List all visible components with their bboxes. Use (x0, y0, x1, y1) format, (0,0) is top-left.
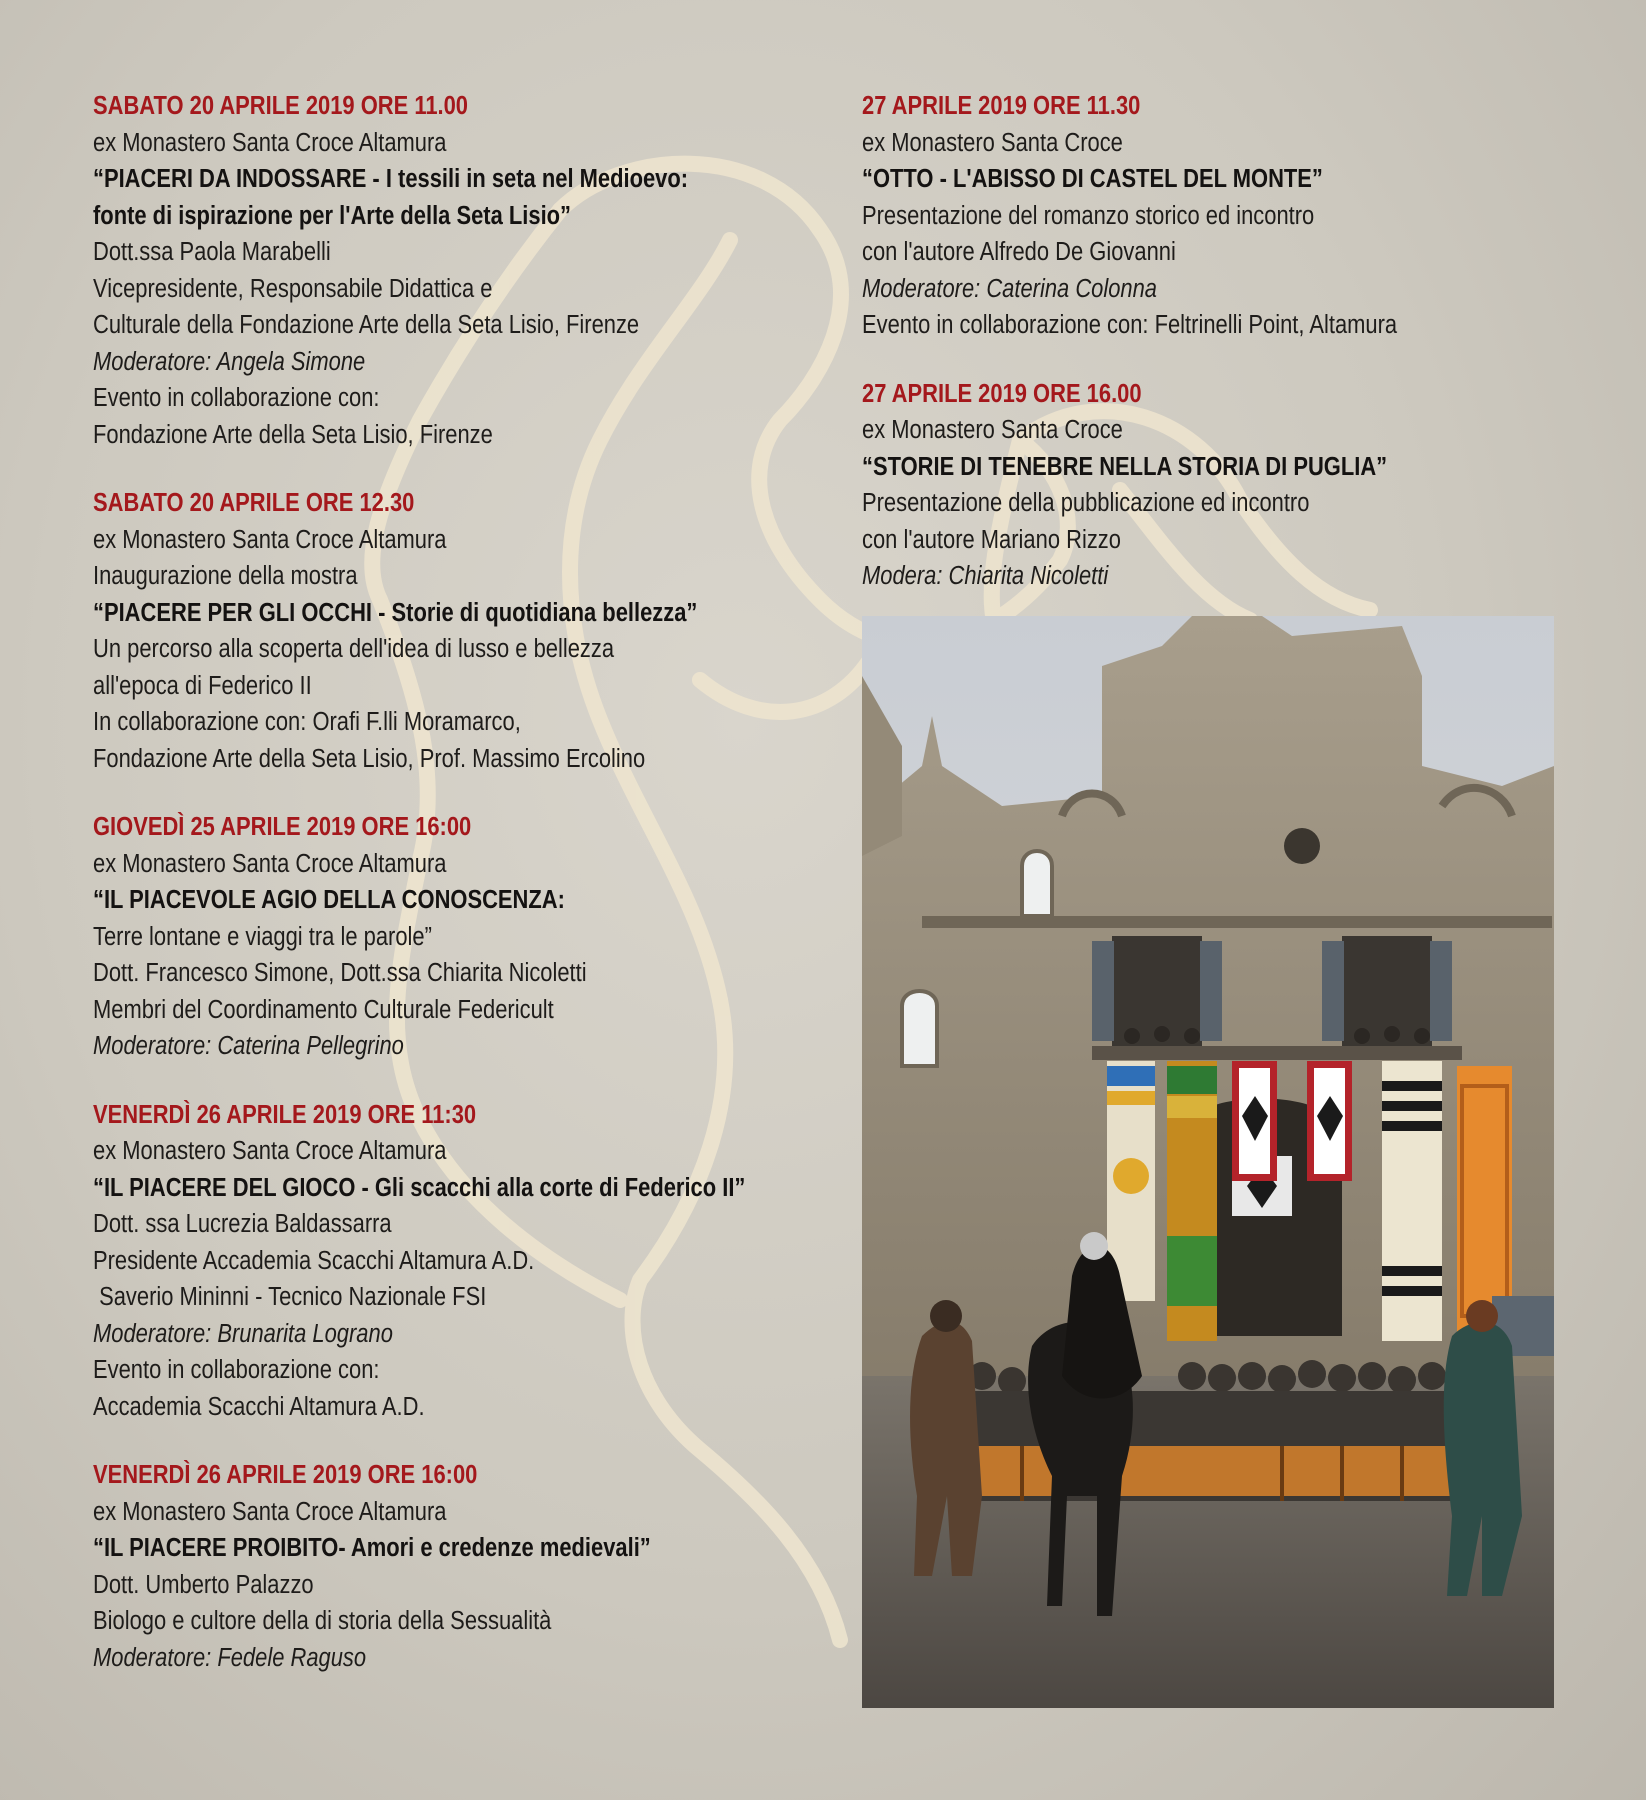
event-title: “IL PIACERE PROIBITO- Amori e credenze medievali” (93, 1534, 651, 1562)
event-moderator: Moderatore: Caterina Pellegrino (93, 1032, 404, 1060)
event-title: fonte di ispirazione per l'Arte della Seta Lisio” (93, 201, 572, 230)
event-7 (862, 376, 1582, 595)
event-3 (93, 809, 853, 1065)
event-moderator: Moderatore: Angela Simone (93, 347, 366, 376)
event-detail: Presentazione della pubblicazione ed incontro (862, 489, 1310, 517)
event-moderator: Moderatore: Caterina Colonna (862, 274, 1158, 303)
event-detail: Fondazione Arte della Seta Lisio, Prof. Massimo Ercolino (93, 744, 646, 773)
event-4 (93, 1097, 853, 1426)
event-speaker: Dott. Umberto Palazzo (93, 1570, 314, 1599)
event-detail: con l'autore Alfredo De Giovanni (862, 238, 1176, 266)
event-moderator: Moderatore: Brunarita Lograno (93, 1319, 393, 1348)
event-title: “OTTO - L'ABISSO DI CASTEL DEL MONTE” (862, 165, 1323, 193)
event-detail: Presidente Accademia Scacchi Altamura A.D. (93, 1246, 535, 1275)
right-events-column (862, 88, 1582, 627)
event-2 (93, 485, 853, 777)
event-date: VENERDÌ 26 APRILE 2019 ORE 11:30 (93, 1100, 477, 1129)
event-detail: Biologo e cultore della di storia della Sessualità (93, 1607, 552, 1635)
event-place: ex Monastero Santa Croce Altamura (93, 1137, 447, 1165)
event-title: “PIACERE PER GLI OCCHI - Storie di quotidiana bellezza” (93, 598, 698, 627)
event-detail: Saverio Mininni - Tecnico Nazionale FSI (93, 1283, 487, 1311)
event-1 (93, 88, 853, 453)
event-place: ex Monastero Santa Croce Altamura (93, 849, 447, 878)
event-detail: Culturale della Fondazione Arte della Seta Lisio, Firenze (93, 311, 640, 339)
event-date: SABATO 20 APRILE 2019 ORE 11.00 (93, 92, 469, 120)
event-date: 27 APRILE 2019 ORE 16.00 (862, 379, 1142, 408)
event-date: SABATO 20 APRILE ORE 12.30 (93, 489, 415, 517)
event-speaker: Dott.ssa Paola Marabelli (93, 238, 331, 266)
event-detail: con l'autore Mariano Rizzo (862, 525, 1121, 554)
event-place: ex Monastero Santa Croce (862, 128, 1123, 157)
event-date: VENERDÌ 26 APRILE 2019 ORE 16:00 (93, 1461, 478, 1489)
event-intro: Inaugurazione della mostra (93, 562, 358, 590)
event-collaboration: Evento in collaborazione con: (93, 1356, 380, 1384)
event-speaker: Dott. Francesco Simone, Dott.ssa Chiarita Nicoletti (93, 959, 587, 987)
event-title: “IL PIACERE DEL GIOCO - Gli scacchi alla corte di Federico II” (93, 1173, 746, 1202)
event-detail: In collaborazione con: Orafi F.lli Moramarco, (93, 708, 521, 736)
event-collaboration: Evento in collaborazione con: (93, 384, 380, 412)
event-place: ex Monastero Santa Croce Altamura (93, 525, 447, 554)
monastery-parade-illustration (862, 616, 1554, 1708)
event-place: ex Monastero Santa Croce Altamura (93, 128, 447, 157)
left-events-column (93, 88, 853, 1708)
event-moderator: Moderatore: Fedele Raguso (93, 1643, 367, 1672)
event-collaboration: Fondazione Arte della Seta Lisio, Firenze (93, 420, 493, 449)
event-detail: Terre lontane e viaggi tra le parole” (93, 922, 432, 951)
event-detail: all'epoca di Federico II (93, 671, 312, 700)
event-title: “STORIE DI TENEBRE NELLA STORIA DI PUGLIA” (862, 452, 1388, 481)
event-5 (93, 1457, 853, 1676)
event-detail: Un percorso alla scoperta dell'idea di lusso e bellezza (93, 635, 615, 663)
event-title: “PIACERI DA INDOSSARE - I tessili in seta nel Medioevo: (93, 165, 689, 193)
event-place: ex Monastero Santa Croce Altamura (93, 1497, 447, 1526)
event-6 (862, 88, 1582, 344)
event-collaboration: Accademia Scacchi Altamura A.D. (93, 1392, 425, 1421)
event-detail: Vicepresidente, Responsabile Didattica e (93, 274, 493, 303)
event-speaker: Dott. ssa Lucrezia Baldassarra (93, 1210, 392, 1238)
event-place: ex Monastero Santa Croce (862, 416, 1123, 444)
event-title: “IL PIACEVOLE AGIO DELLA CONOSCENZA: (93, 886, 565, 914)
event-detail: Presentazione del romanzo storico ed incontro (862, 201, 1315, 230)
event-date: GIOVEDÌ 25 APRILE 2019 ORE 16:00 (93, 813, 472, 841)
event-detail: Membri del Coordinamento Culturale Federicult (93, 995, 554, 1024)
event-collaboration: Evento in collaborazione con: Feltrinelli Point, Altamura (862, 311, 1398, 339)
event-date: 27 APRILE 2019 ORE 11.30 (862, 92, 1141, 120)
event-moderator: Modera: Chiarita Nicoletti (862, 562, 1109, 590)
event-photo (862, 616, 1554, 1708)
